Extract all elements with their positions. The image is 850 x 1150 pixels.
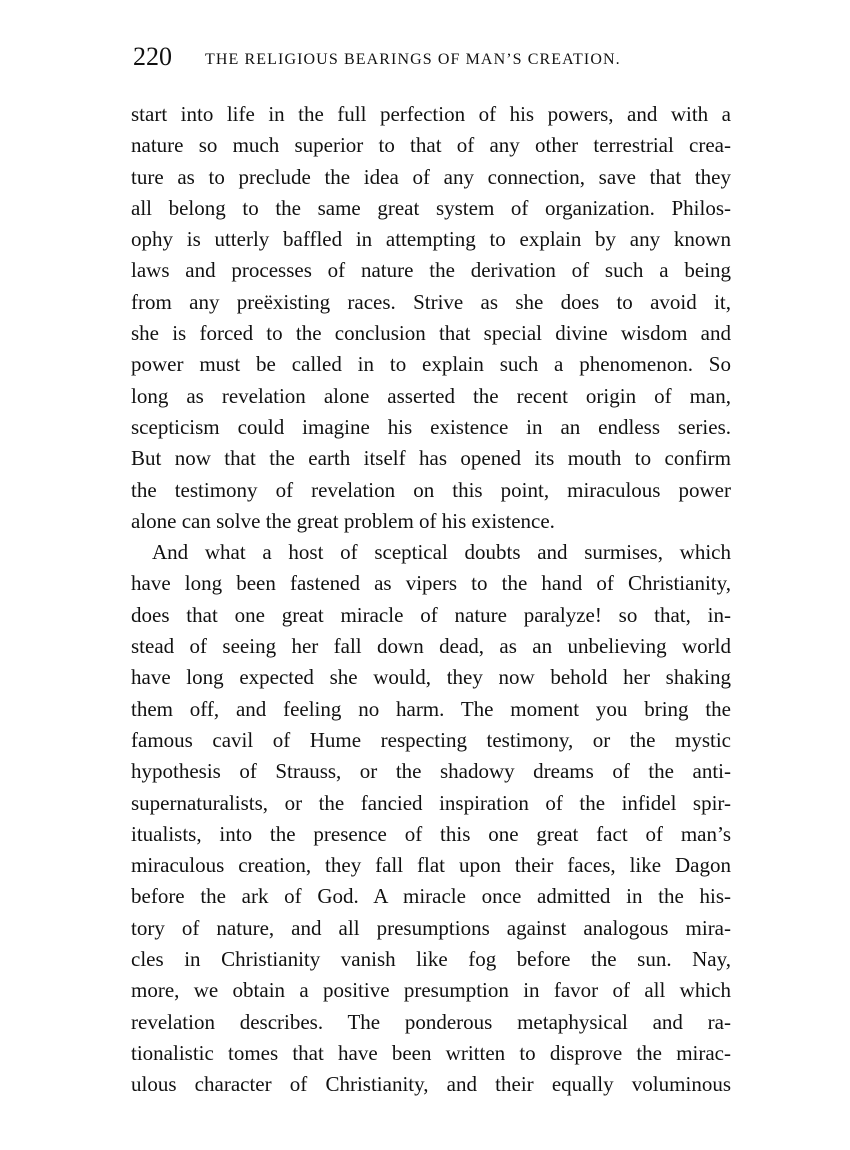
paragraph (131, 537, 731, 1100)
text-line: scepticism could imagine his existence in an endless series. (131, 414, 731, 439)
text-line: the testimony of revelation on this point, miraculous power (131, 477, 731, 502)
running-title: THE RELIGIOUS BEARINGS OF MAN’S CREATION. (205, 51, 621, 68)
text-line: start into life in the full perfection of his powers, and with a (131, 102, 731, 126)
text-line: ulous character of Christianity, and their equally voluminous (131, 1072, 731, 1097)
text-line: more, we obtain a positive presumption in favor of all which (131, 978, 731, 1003)
text-line: laws and processes of nature the derivation of such a being (131, 258, 731, 283)
paragraph (131, 99, 731, 537)
text-line: And what a host of sceptical doubts and surmises, which (152, 540, 731, 565)
body-text (131, 99, 731, 1101)
text-line: ture as to preclude the idea of any connection, save that they (131, 164, 731, 189)
text-line: have long expected she would, they now behold her shaking (131, 665, 731, 690)
text-line: itualists, into the presence of this one great fact of man’s (131, 821, 731, 846)
text-line: cles in Christianity vanish like fog before the sun. Nay, (131, 947, 731, 972)
text-line: revelation describes. The ponderous metaphysical and ra- (131, 1009, 731, 1034)
text-line: hypothesis of Strauss, or the shadowy dreams of the anti- (131, 759, 731, 784)
text-line: stead of seeing her fall down dead, as an unbelieving world (131, 634, 731, 659)
text-line: all belong to the same great system of organization. Philos- (131, 195, 731, 220)
text-line: ophy is utterly baffled in attempting to explain by any known (131, 227, 731, 252)
text-line: them off, and feeling no harm. The moment you bring the (131, 696, 731, 721)
text-line: But now that the earth itself has opened its mouth to confirm (131, 446, 731, 471)
text-line: from any preëxisting races. Strive as she does to avoid it, (131, 289, 731, 314)
text-line: tory of nature, and all presumptions against analogous mira- (131, 915, 731, 940)
text-line: tionalistic tomes that have been written to disprove the mirac- (131, 1040, 731, 1065)
text-line: supernaturalists, or the fancied inspiration of the infidel spir- (131, 790, 731, 815)
page-number: 220 (133, 42, 172, 71)
running-head (133, 38, 733, 78)
text-line: she is forced to the conclusion that special divine wisdom and (131, 321, 731, 346)
text-line: have long been fastened as vipers to the hand of Christianity, (131, 571, 731, 596)
text-line: nature so much superior to that of any other terrestrial crea- (131, 133, 731, 158)
text-line: miraculous creation, they fall flat upon their faces, like Dagon (131, 853, 731, 878)
text-line: power must be called in to explain such a phenomenon. So (131, 352, 731, 377)
text-line: long as revelation alone asserted the recent origin of man, (131, 383, 731, 408)
text-line: alone can solve the great problem of his existence. (131, 508, 555, 533)
text-line: before the ark of God. A miracle once admitted in the his- (131, 884, 731, 909)
text-line: famous cavil of Hume respecting testimony, or the mystic (131, 727, 731, 752)
text-line: does that one great miracle of nature paralyze! so that, in- (131, 602, 731, 627)
